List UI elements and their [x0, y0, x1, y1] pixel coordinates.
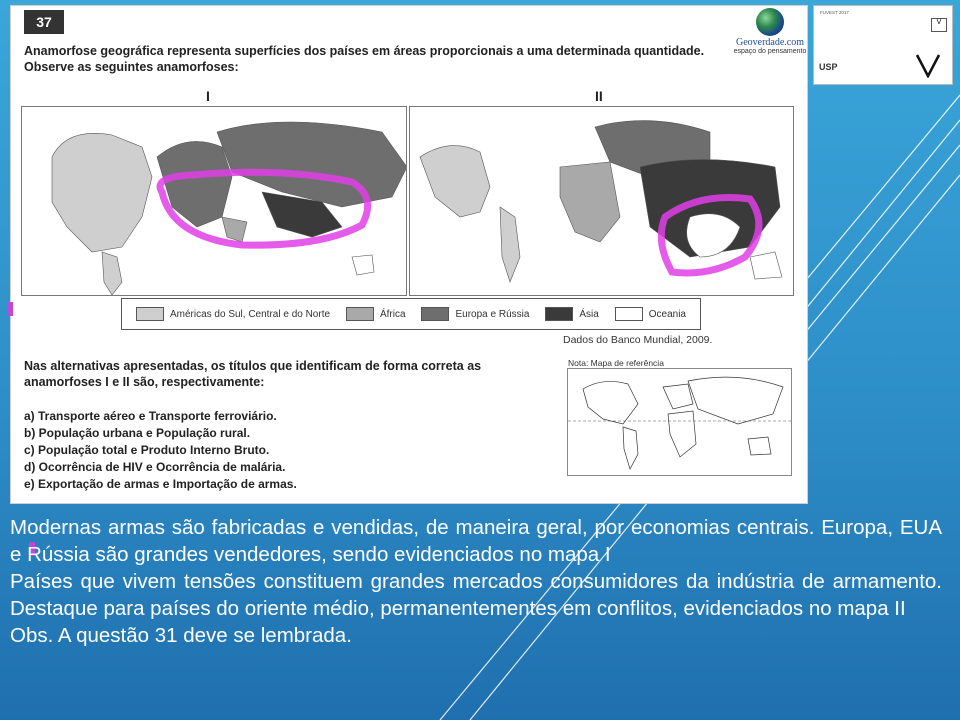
- legend-label: África: [379, 308, 406, 320]
- legend-item-americas: [136, 307, 330, 321]
- legend-item-europe: [421, 307, 529, 321]
- data-source: Dados do Banco Mundial, 2009.: [563, 334, 713, 346]
- question-number: 37: [24, 10, 64, 34]
- question-statement: [24, 43, 724, 75]
- alternative-c: c) População total e Produto Interno Bruto.: [24, 443, 270, 457]
- alternative-d: d) Ocorrência de HIV e Ocorrência de malária.: [24, 460, 286, 474]
- map-i-shapes: [22, 107, 407, 296]
- alternative-b: b) População urbana e População rural.: [24, 426, 251, 440]
- map-label-i: I: [206, 88, 210, 104]
- commentary-paragraph-3: Obs. A questão 31 deve se lembrada.: [10, 624, 352, 647]
- legend-label: Américas do Sul, Central e do Norte: [169, 308, 331, 320]
- thumbnail-badge: V: [931, 18, 947, 32]
- legend-label: Europa e Rússia: [455, 308, 530, 320]
- logo-name: Geoverdade.com: [735, 37, 805, 48]
- exam-question-image: [10, 5, 808, 504]
- geoverdade-logo: [733, 8, 807, 55]
- legend-label: Ásia: [579, 308, 599, 320]
- legend-swatch: [136, 307, 164, 321]
- legend-item-oceania: [615, 307, 686, 321]
- commentary: [10, 514, 942, 649]
- map-legend: [121, 298, 701, 330]
- commentary-paragraph-2: Países que vivem tensões constituem grandes mercados consumidores da indústria de armamento. Destaque para países do oriente médio, permanentementes em conflitos, evidenciados no mapa II: [10, 570, 942, 620]
- fuvest-thumbnail: [813, 5, 953, 85]
- legend-swatch: [545, 307, 573, 321]
- anamorphosis-map-ii: [409, 106, 794, 296]
- alternative-e: e) Exportação de armas e Importação de armas.: [24, 477, 297, 491]
- statement-line-2: Observe as seguintes anamorfoses:: [24, 60, 239, 74]
- anamorphosis-map-i: [21, 106, 407, 296]
- alternative-a: a) Transporte aéreo e Transporte ferroviário.: [24, 409, 277, 423]
- intro-line-1: Nas alternativas apresentadas, os títulos que identificam de forma correta as: [24, 359, 482, 373]
- intro-line-2: anamorfoses I e II são, respectivamente:: [24, 375, 265, 389]
- thumbnail-title: FUVEST 2017: [820, 10, 849, 15]
- legend-label: Oceania: [648, 308, 686, 320]
- reference-map: [567, 368, 792, 476]
- globe-icon: [756, 8, 784, 36]
- reference-note: Nota: Mapa de referência: [568, 358, 664, 368]
- legend-item-asia: [545, 307, 598, 321]
- legend-swatch: [346, 307, 374, 321]
- legend-swatch: [421, 307, 449, 321]
- alternatives-list: [24, 408, 297, 493]
- commentary-paragraph-1: Modernas armas são fabricadas e vendidas, de maneira geral, por economias centrais. Europa, EUA e Rússia são grandes vendedores, sendo evidenciados no mapa I: [10, 516, 942, 566]
- reference-map-shapes: [568, 369, 792, 476]
- legend-item-africa: [346, 307, 406, 321]
- map-ii-shapes: [410, 107, 794, 296]
- v-logo-shape: [915, 52, 941, 78]
- fuvest-v-logo-icon: [915, 52, 941, 85]
- usp-logo: USP: [819, 62, 838, 72]
- statement-line-1: Anamorfose geográfica representa superfícies dos países em áreas proporcionais a uma determinada quantidade.: [24, 44, 705, 58]
- highlight-marker: [7, 302, 13, 316]
- alternatives-intro: [24, 358, 544, 390]
- legend-swatch: [615, 307, 643, 321]
- map-label-ii: II: [595, 88, 603, 104]
- logo-tagline: espaço do pensamento: [733, 48, 807, 55]
